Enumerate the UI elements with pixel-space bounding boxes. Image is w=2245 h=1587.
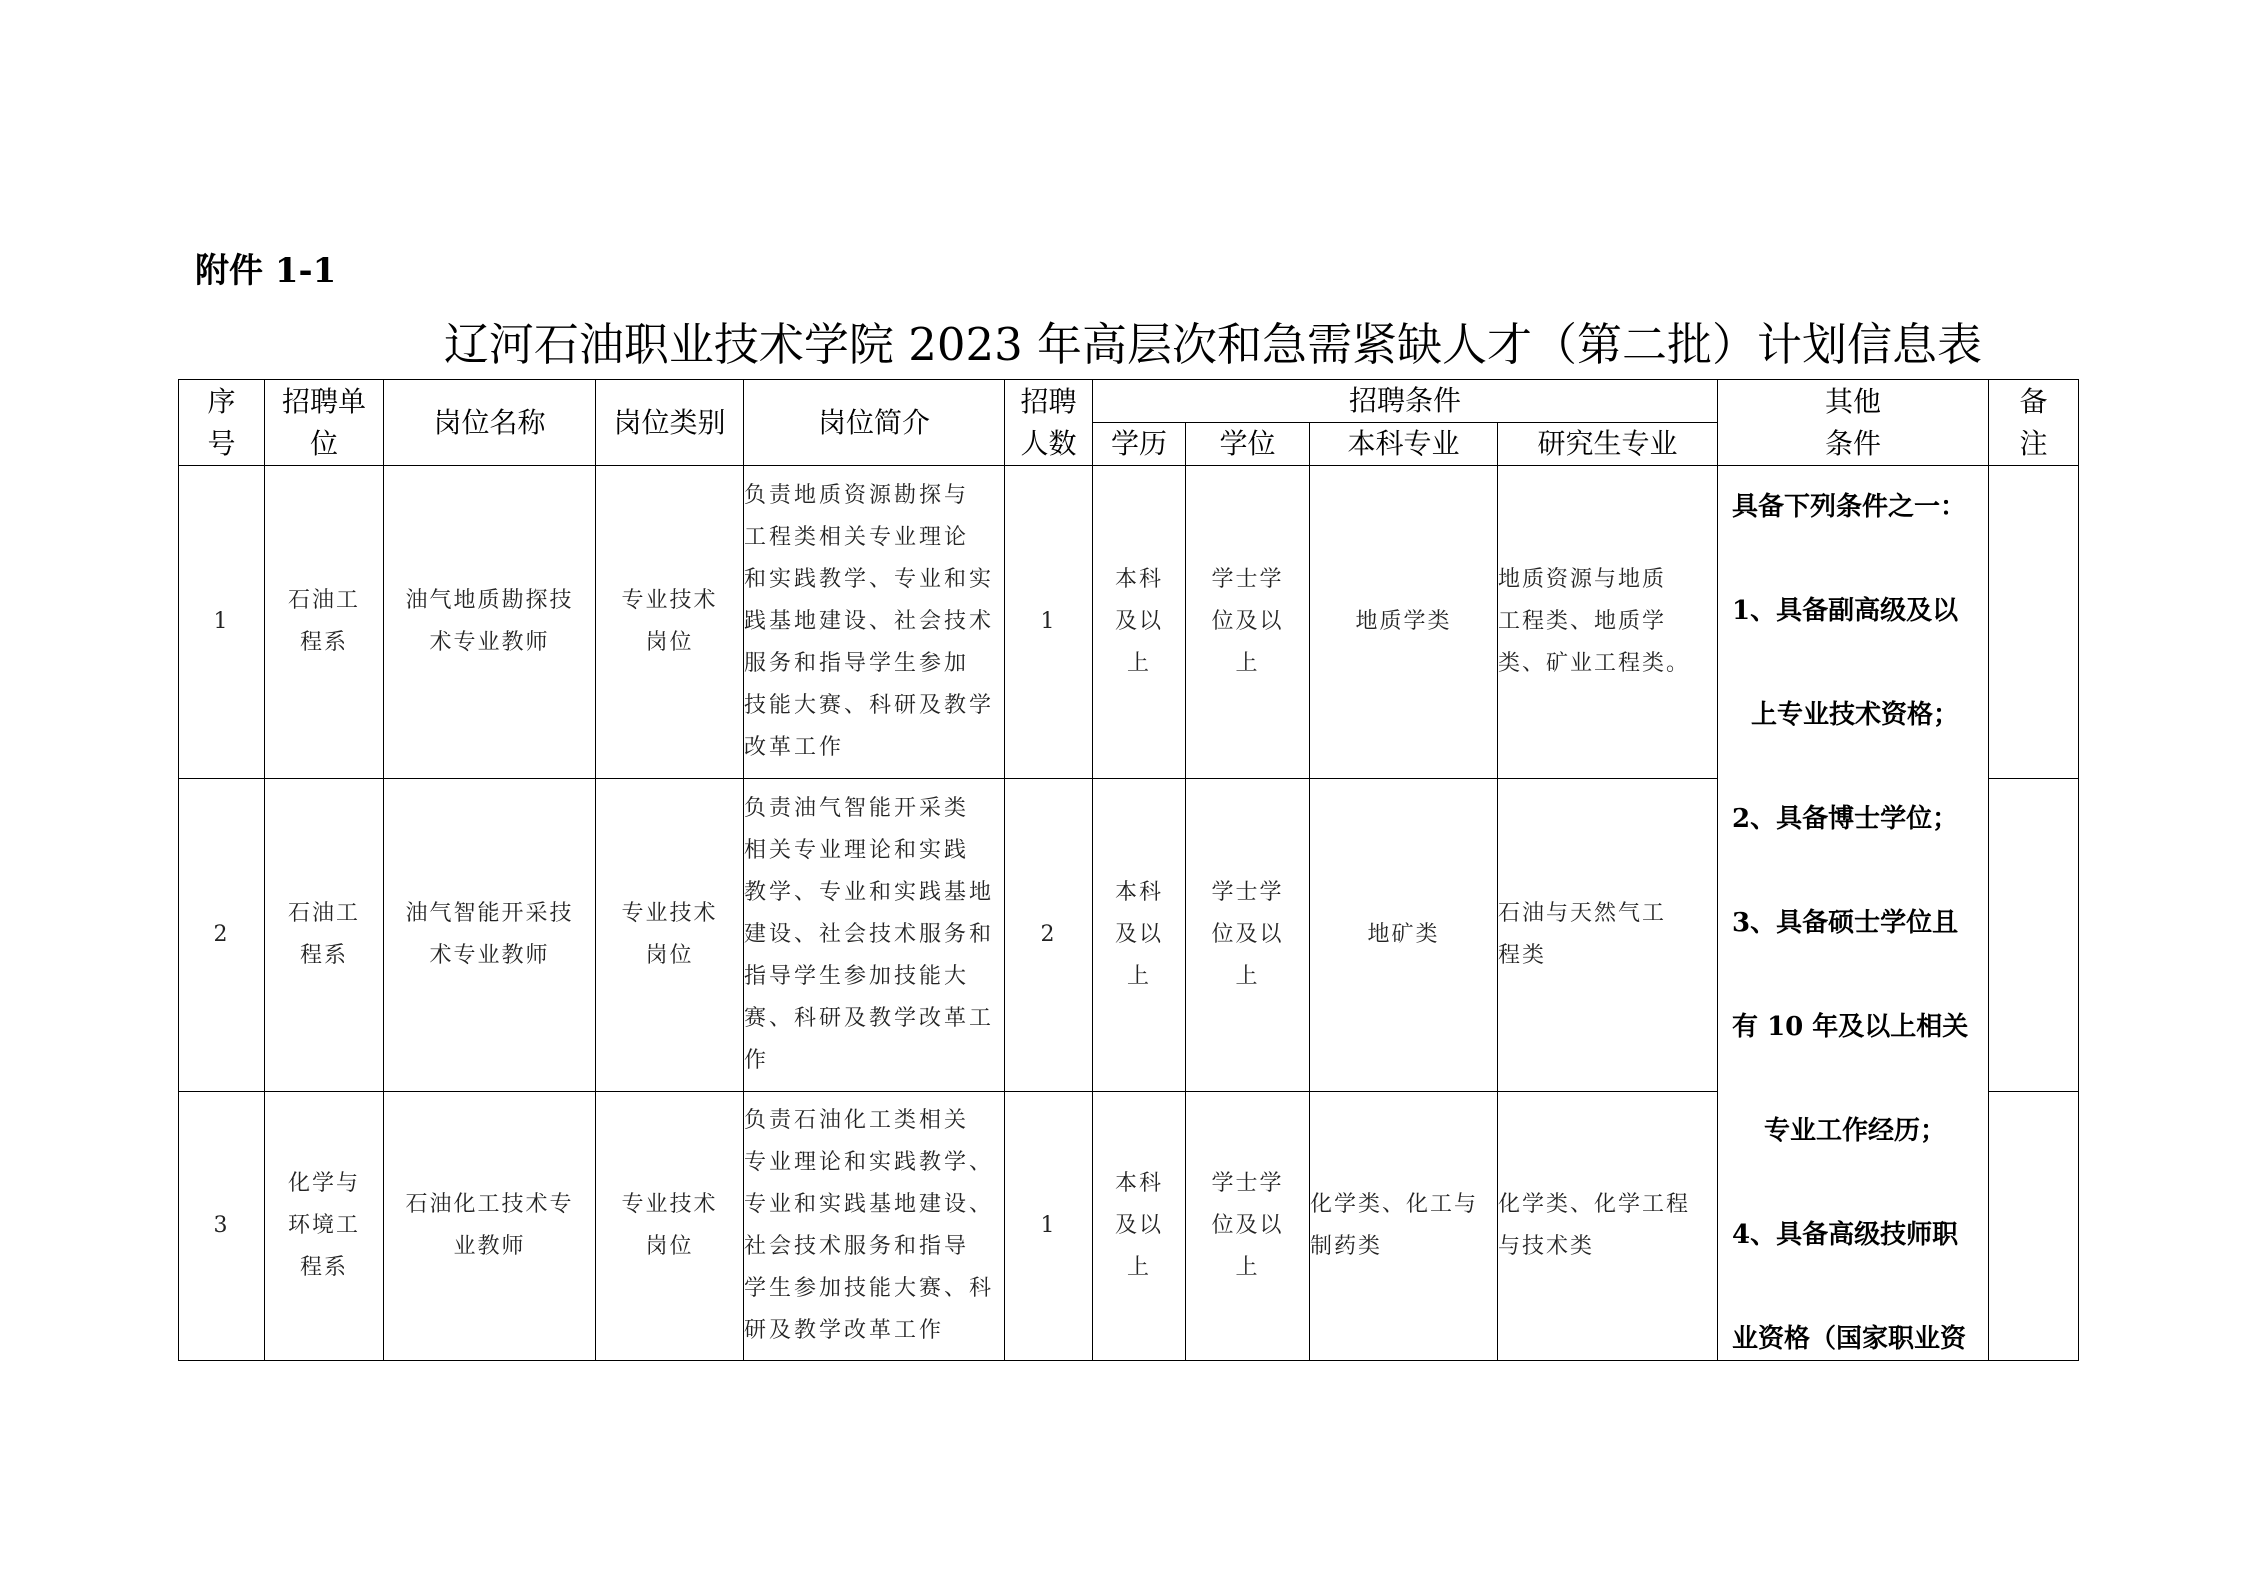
cell-position-name: 油气智能开采技 术专业教师 [384,779,596,1092]
cell-seq: 1 [179,466,265,779]
plan-info-table [178,379,2079,1361]
cell-education: 本科 及以 上 [1093,779,1186,1092]
cell-remark [1989,466,2079,779]
cell-unit: 石油工 程系 [265,779,384,1092]
header-position-intro: 岗位简介 [744,380,1005,466]
cell-grad-major: 石油与天然气工 程类 [1498,779,1718,1092]
page-title: 辽河石油职业技术学院 2023 年高层次和急需紧缺人才（第二批）计划信息表 [443,318,1983,371]
table-row [179,466,2079,779]
cell-degree: 学士学 位及以 上 [1186,1092,1310,1361]
cell-position-type: 专业技术 岗位 [596,466,744,779]
header-count: 招聘 人数 [1005,380,1093,466]
header-other: 其他 条件 [1718,380,1989,466]
cell-seq: 3 [179,1092,265,1361]
cell-undergrad-major: 地矿类 [1310,779,1498,1092]
cell-unit: 化学与 环境工 程系 [265,1092,384,1361]
cell-position-intro: 负责石油化工类相关 专业理论和实践教学、 专业和实践基地建设、 社会技术服务和指导 学生参加技能大赛、科 研及教学改革工作 [744,1092,1005,1361]
cell-position-name: 油气地质勘探技 术专业教师 [384,466,596,779]
header-degree: 学位 [1186,423,1310,466]
cell-position-intro: 负责油气智能开采类 相关专业理论和实践 教学、专业和实践基地 建设、社会技术服务和 指导学生参加技能大 赛、科研及教学改革工 作 [744,779,1005,1092]
cell-degree: 学士学 位及以 上 [1186,466,1310,779]
cell-other-conditions: 具备下列条件之一： 1、具备副高级及以 上专业技术资格； 2、具备博士学位； 3、具备硕士学位且 有 10 年及以上相关 专业工作经历； 4、具备高级技师职 业资格（国家职业资 [1718,466,1989,1361]
cell-remark [1989,1092,2079,1361]
header-position-type: 岗位类别 [596,380,744,466]
cell-position-name: 石油化工技术专 业教师 [384,1092,596,1361]
header-position-name: 岗位名称 [384,380,596,466]
cell-grad-major: 化学类、化学工程 与技术类 [1498,1092,1718,1361]
cell-remark [1989,779,2079,1092]
cell-unit: 石油工 程系 [265,466,384,779]
header-remark: 备 注 [1989,380,2079,466]
header-grad-major: 研究生专业 [1498,423,1718,466]
cell-degree: 学士学 位及以 上 [1186,779,1310,1092]
cell-position-type: 专业技术 岗位 [596,1092,744,1361]
cell-education: 本科 及以 上 [1093,466,1186,779]
cell-position-type: 专业技术 岗位 [596,779,744,1092]
header-undergrad-major: 本科专业 [1310,423,1498,466]
attachment-label: 附件 1-1 [195,251,337,291]
header-conditions: 招聘条件 [1093,380,1718,423]
header-unit: 招聘单 位 [265,380,384,466]
header-education: 学历 [1093,423,1186,466]
cell-count: 1 [1005,466,1093,779]
cell-seq: 2 [179,779,265,1092]
cell-undergrad-major: 化学类、化工与 制药类 [1310,1092,1498,1361]
cell-position-intro: 负责地质资源勘探与 工程类相关专业理论 和实践教学、专业和实 践基地建设、社会技术 服务和指导学生参加 技能大赛、科研及教学 改革工作 [744,466,1005,779]
cell-count: 1 [1005,1092,1093,1361]
cell-count: 2 [1005,779,1093,1092]
cell-education: 本科 及以 上 [1093,1092,1186,1361]
cell-undergrad-major: 地质学类 [1310,466,1498,779]
header-seq: 序 号 [179,380,265,466]
cell-grad-major: 地质资源与地质 工程类、地质学 类、矿业工程类。 [1498,466,1718,779]
